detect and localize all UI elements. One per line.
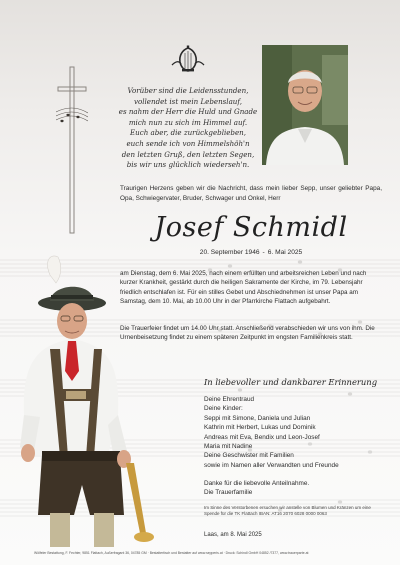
thanks-line: Die Trauerfamilie bbox=[204, 489, 253, 497]
date-separator: - bbox=[262, 249, 265, 256]
poem-line: bis wir uns glücklich wiederseh'n. bbox=[126, 160, 250, 170]
poem-line: es nahm der Herr die Huld und Gnade bbox=[118, 107, 258, 117]
deceased-name: Josef Schmidl bbox=[154, 212, 348, 243]
thanks-line: Danke für die liebevolle Anteilnahme. bbox=[204, 480, 310, 487]
donation-note: Im Sinne des Verstorbenen ersuchen wir anstelle von Blumen und Kränzen um eine Spende für die TK Flattach IBAN: AT16 2070 6028 0000 0063 bbox=[204, 505, 371, 517]
mourner-line: Andreas mit Eva, Bendix und Leon-Josef bbox=[204, 433, 320, 441]
portrait-photo bbox=[262, 45, 348, 165]
poem-line: Vorüber sind die Leidensstunden, bbox=[127, 86, 249, 95]
funeral-paragraph: Die Trauerfeier findet um 14.00 Uhr statt. Anschließend verabschieden wir uns von ihm. Die Urnenbeisetzung findet zu einem späteren Zeitpunkt im engsten Familienkreis statt. bbox=[120, 325, 375, 342]
mourner-line: Kathrin mit Herbert, Lukas und Dominik bbox=[204, 424, 316, 432]
death-date: 6. Mai 2025 bbox=[267, 249, 303, 256]
lyre-icon bbox=[170, 45, 206, 75]
mourner-line: sowie im Namen aller Verwandten und Freunde bbox=[204, 461, 339, 469]
thanks-block bbox=[204, 479, 382, 498]
mourner-line: Maria mit Nadine bbox=[204, 443, 253, 451]
mourners-list bbox=[204, 395, 382, 470]
poem-line: mich nun zu sich im Himmel auf. bbox=[128, 117, 248, 127]
poem-line: euch sende ich von Himmelshöh'n bbox=[126, 138, 250, 148]
poem bbox=[100, 86, 276, 171]
place-and-date: Laas, am 8. Mai 2025 bbox=[204, 532, 262, 538]
mourner-line: Deine Geschwister mit Familien bbox=[204, 452, 294, 460]
footer-imprint: Wölfeler Bestattung, F. Fechter, 9851 Flattach, Außerfragant 36, 04785 GM · Bestattertisch und Bestatter auf www.sepperis.at · Druck: Schindl GmbH 04852 /7377, www.trauerparte.at bbox=[34, 551, 309, 555]
mourner-line: Deine Ehrentraud bbox=[204, 396, 255, 403]
intro-text: Traurigen Herzens geben wir die Nachricht, dass mein lieber Sepp, unser geliebter Papa, Opa, Schwiegervater, Bruder, Schwager und Onkel, Herr bbox=[120, 185, 382, 202]
mourner-line: Deine Kinder: bbox=[204, 405, 243, 413]
poem-line: vollendet ist mein Lebenslauf, bbox=[133, 96, 242, 106]
memory-heading: In liebevoller und dankbarer Erinnerung bbox=[204, 377, 378, 387]
man-in-traditional-costume-photo bbox=[20, 255, 180, 547]
mourner-line: Seppi mit Simone, Daniela und Julian bbox=[204, 414, 311, 422]
death-notice-paragraph: am Dienstag, dem 6. Mai 2025, nach einem erfüllten und arbeitsreichen Leben und nach kurzer Krankheit, gestärkt durch die heiligen Sakramente der Kirche, im 79. Lebensjahr friedlich entschlafen ist. Für ein stilles Gebet und Abschiednehmen ist unser Papa am Samstag, dem 10. Mai, ab 10.00 Uhr in der Pfarrkirche Flattach aufgebahrt. bbox=[120, 270, 367, 305]
birth-date: 20. September 1946 bbox=[199, 249, 260, 256]
poem-line: Euch aber, die zurückgeblieben, bbox=[129, 128, 246, 138]
poem-line: den letzten Gruß, den letzten Segen, bbox=[121, 149, 255, 159]
cross-icon bbox=[56, 65, 88, 235]
